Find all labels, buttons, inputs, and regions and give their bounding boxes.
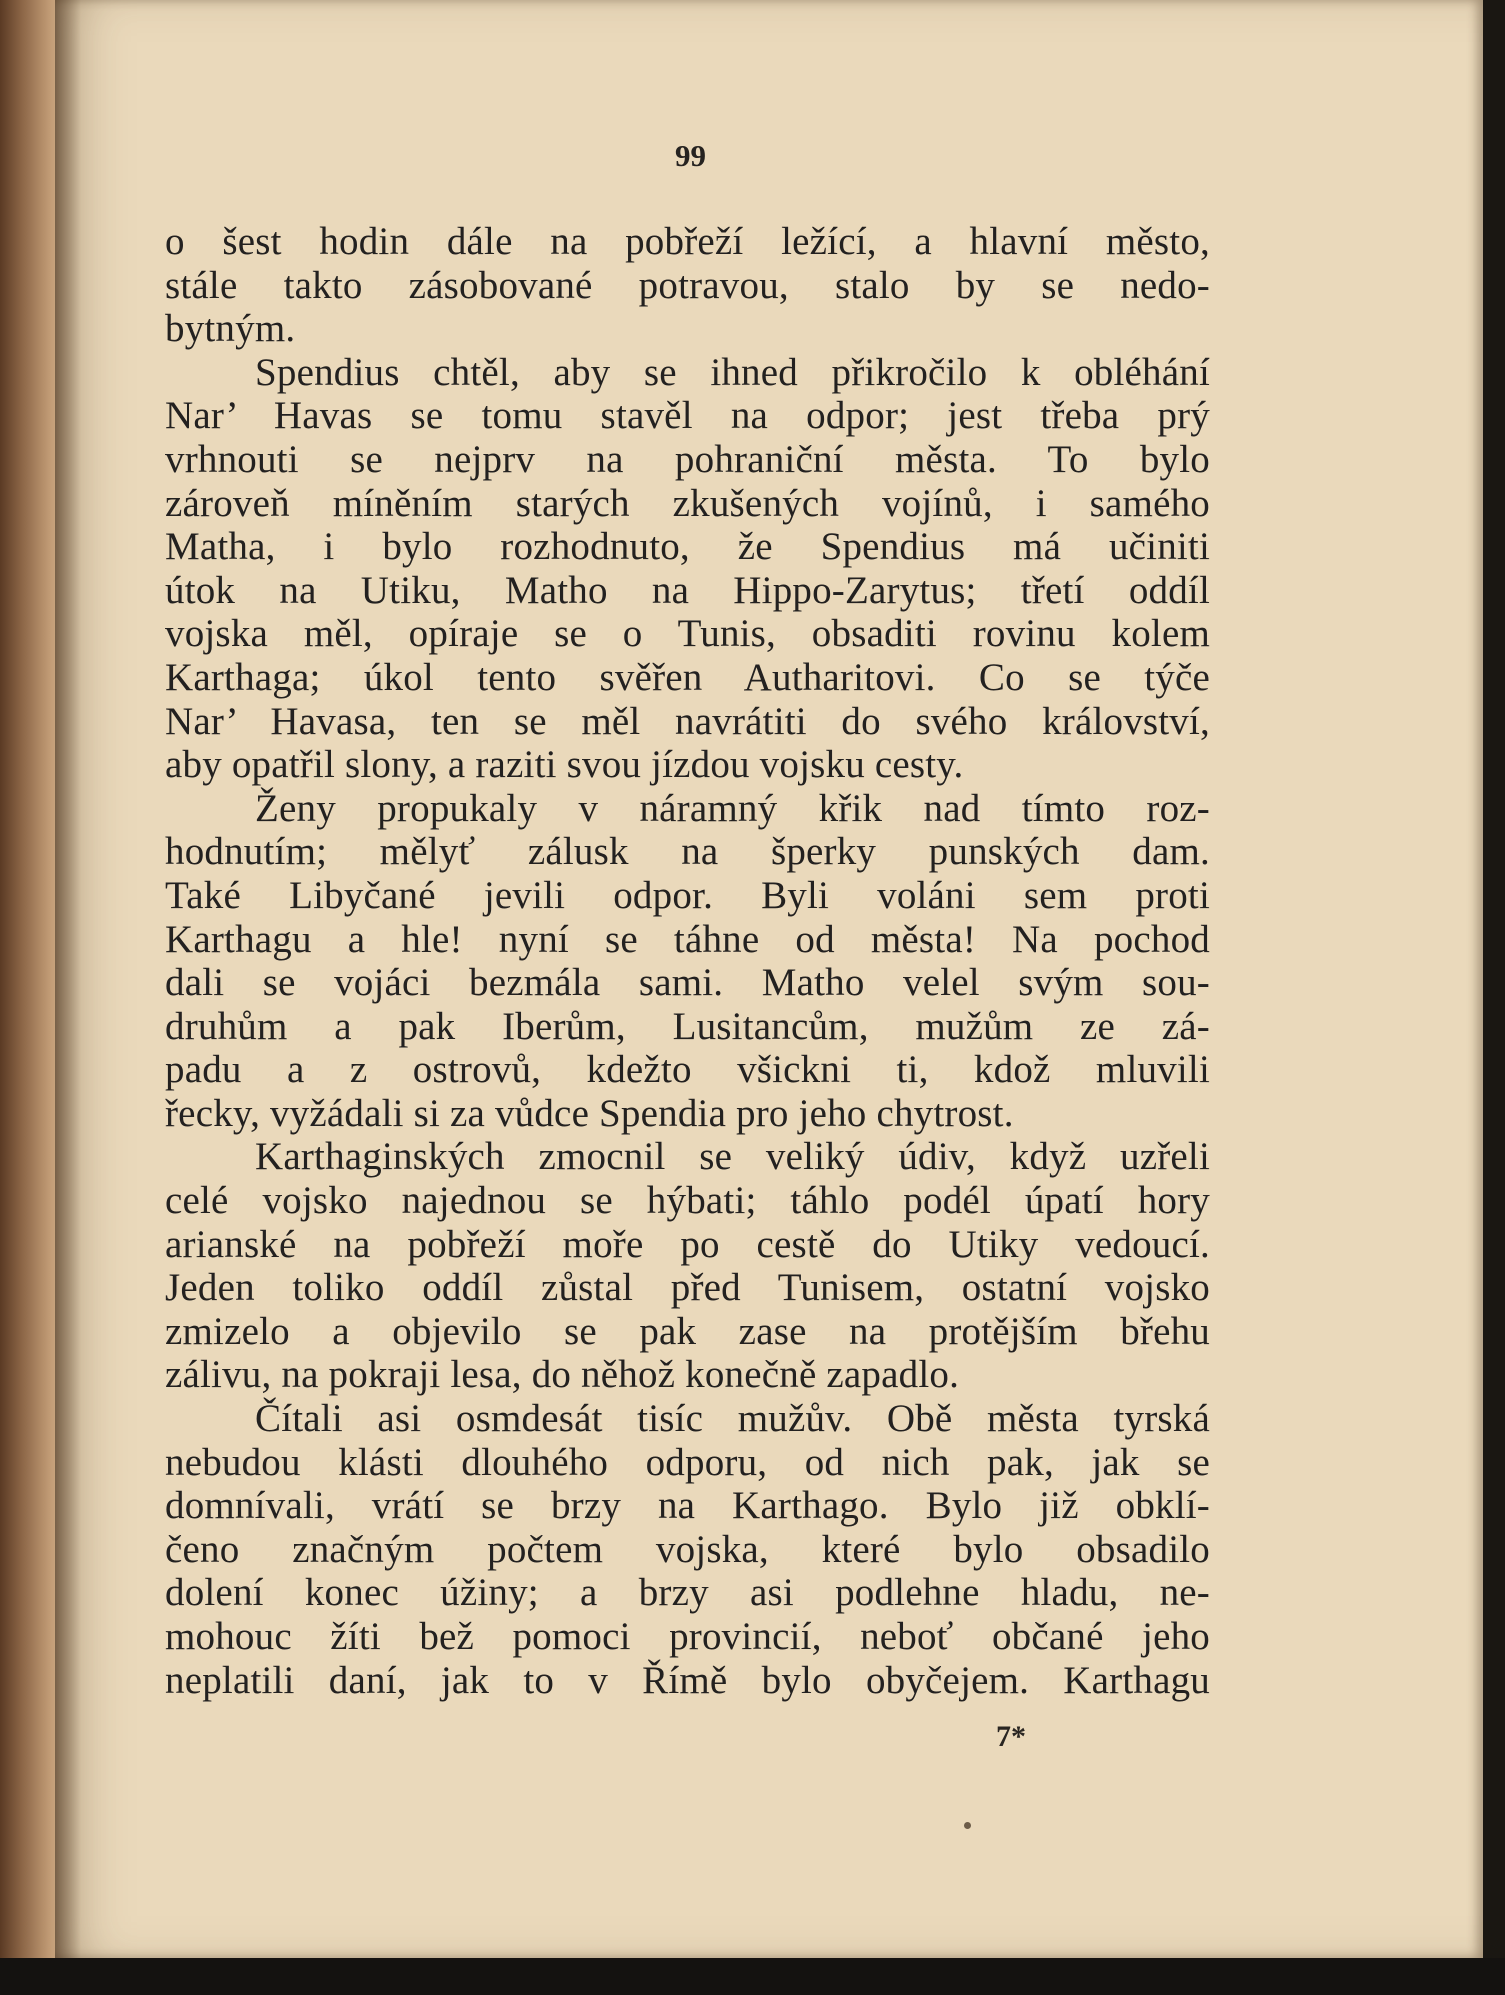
text-line: zálivu, na pokraji lesa, do něhož konečně zapadlo.	[165, 1353, 960, 1397]
text-line: Spendius chtěl, aby se ihned přikročilo k obléhání	[255, 350, 1210, 394]
page-fold-shadow	[55, 0, 81, 1958]
text-line: Matha, i bylo rozhodnuto, že Spendius má učiniti	[165, 525, 1210, 569]
text-line: Karthagu a hle! nyní se táhne od města! Na pochod	[165, 917, 1210, 961]
text-line: vojska měl, opíraje se o Tunis, obsaditi rovinu kolem	[165, 612, 1210, 656]
text-line: útok na Utiku, Matho na Hippo-Zarytus; třetí oddíl	[165, 568, 1210, 612]
text-line: o šest hodin dále na pobřeží ležící, a hlavní město,	[165, 220, 1210, 263]
text-line: Nar’ Havasa, ten se měl navrátiti do svého království,	[165, 699, 1210, 743]
text-line: padu a z ostrovů, kdežto všickni ti, kdož mluvili	[165, 1048, 1210, 1092]
text-line: Karthaginských zmocnil se veliký údiv, když uzřeli	[255, 1135, 1210, 1179]
text-line: vrhnouti se nejprv na pohraniční města. To bylo	[165, 437, 1210, 481]
text-line: Také Libyčané jevili odpor. Byli voláni sem proti	[165, 873, 1210, 917]
text-line: Ženy propukaly v náramný křik nad tímto roz-	[255, 786, 1210, 830]
text-line: čeno značným počtem vojska, které bylo obsadilo	[165, 1527, 1210, 1571]
text-line: hodnutím; mělyť zálusk na šperky punských dam.	[165, 830, 1210, 874]
text-line: Jeden toliko oddíl zůstal před Tunisem, ostatní vojsko	[165, 1266, 1210, 1310]
text-line: neplatili daní, jak to v Římě bylo obyčejem. Karthagu	[165, 1658, 1210, 1702]
text-line: Čítali asi osmdesát tisíc mužův. Obě města tyrská	[255, 1397, 1210, 1441]
text-line: řecky, vyžádali si za vůdce Spendia pro jeho chytrost.	[165, 1091, 1014, 1135]
text-line: mohouc žíti bež pomoci provincií, neboť občané jeho	[165, 1615, 1210, 1658]
paper-speck	[964, 1822, 971, 1829]
text-line: Karthaga; úkol tento svěřen Autharitovi. Co se týče	[165, 655, 1210, 699]
text-line: bytným.	[165, 307, 296, 351]
scan-border-bottom	[0, 1958, 1505, 1995]
signature-mark: 7*	[996, 1720, 1026, 1753]
text-line: dali se vojáci bezmála sami. Matho velel svým sou-	[165, 961, 1210, 1005]
text-line: stále takto zásobované potravou, stalo by se nedo-	[165, 263, 1210, 307]
text-line: aby opatřil slony, a raziti svou jízdou vojsku cesty.	[165, 743, 964, 787]
text-line: Nar’ Havas se tomu stavěl na odpor; jest třeba prý	[165, 394, 1210, 438]
text-line: zároveň míněním starých zkušených vojínů, i samého	[165, 481, 1210, 525]
text-line: nebudou klásti dlouhého odporu, od nich pak, jak se	[165, 1440, 1210, 1484]
text-line: zmizelo a objevilo se pak zase na protějším břehu	[165, 1309, 1210, 1353]
text-line: dolení konec úžiny; a brzy asi podlehne hladu, ne-	[165, 1571, 1210, 1615]
page-number: 99	[675, 138, 706, 173]
text-line: domnívali, vrátí se brzy na Karthago. Bylo již obklí-	[165, 1484, 1210, 1528]
text-line: celé vojsko najednou se hýbati; táhlo podél úpatí hory	[165, 1179, 1210, 1223]
body-text	[165, 220, 1210, 1702]
scan-border-right	[1483, 0, 1505, 1995]
text-line: druhům a pak Iberům, Lusitancům, mužům ze zá-	[165, 1004, 1210, 1048]
text-line: arianské na pobřeží moře po cestě do Utiky vedoucí.	[165, 1222, 1210, 1266]
